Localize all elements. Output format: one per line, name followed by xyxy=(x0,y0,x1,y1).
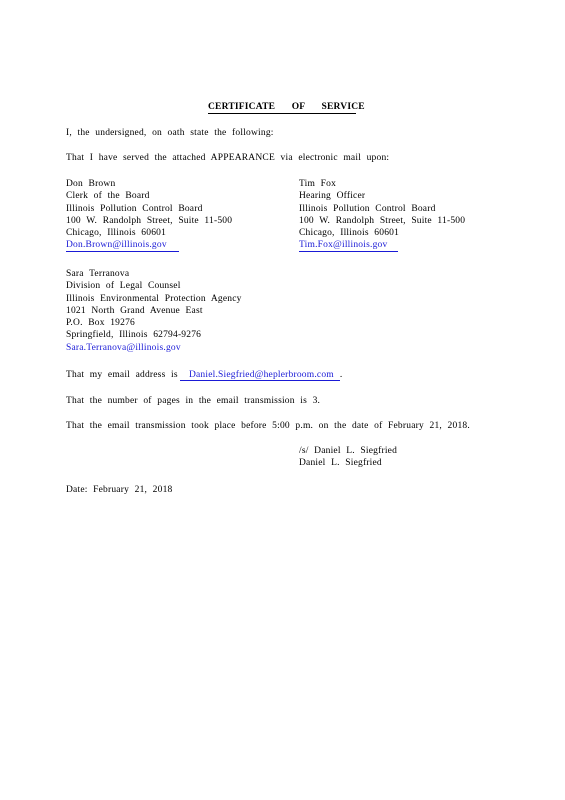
service-statement: That I have served the attached APPEARANCE via electronic mail upon: xyxy=(66,153,390,163)
recipient-city: Chicago, Illinois 60601 xyxy=(66,228,167,239)
recipient-name: Sara Terranova xyxy=(66,269,130,279)
signature-block xyxy=(299,445,397,470)
email-statement-prefix: That my email address is xyxy=(66,370,178,380)
time-statement: That the email transmission took place before 5:00 p.m. on the date of February 21, 2018. xyxy=(66,421,470,431)
document-title: CERTIFICATE OF SERVICE xyxy=(208,102,365,112)
recipient-email-link[interactable]: Sara.Terranova@illinois.gov xyxy=(66,342,181,353)
email-underline xyxy=(299,251,398,252)
recipient-title: Hearing Officer xyxy=(299,191,366,202)
recipient-email-link[interactable]: Tim.Fox@illinois.gov xyxy=(299,240,388,251)
email-underline xyxy=(180,380,340,381)
recipient-title: Clerk of the Board xyxy=(66,191,150,202)
recipient-tim-fox xyxy=(299,178,465,252)
email-statement-suffix: . xyxy=(339,370,343,380)
pages-statement: That the number of pages in the email transmission is 3. xyxy=(66,396,321,406)
recipient-pobox: P.O. Box 19276 xyxy=(66,318,135,329)
recipient-don-brown xyxy=(66,178,232,252)
recipient-address: 100 W. Randolph Street, Suite 11-500 xyxy=(66,215,233,226)
recipient-name: Don Brown xyxy=(66,179,116,189)
date-line: Date: February 21, 2018 xyxy=(66,485,173,495)
sender-email-link[interactable]: Daniel.Siegfried@heplerbroom.com xyxy=(188,370,334,380)
recipient-org: Illinois Environmental Protection Agency xyxy=(66,293,242,304)
electronic-signature: /s/ Daniel L. Siegfried xyxy=(299,446,398,456)
recipient-division: Division of Legal Counsel xyxy=(66,281,181,292)
recipient-city: Chicago, Illinois 60601 xyxy=(299,228,400,239)
recipient-org: Illinois Pollution Control Board xyxy=(66,203,203,214)
recipient-city: Springfield, Illinois 62794-9276 xyxy=(66,330,202,341)
recipient-name: Tim Fox xyxy=(299,179,337,189)
email-underline xyxy=(66,251,179,252)
recipient-org: Illinois Pollution Control Board xyxy=(299,203,436,214)
intro-statement: I, the undersigned, on oath state the following: xyxy=(66,128,274,138)
signatory-name: Daniel L. Siegfried xyxy=(299,458,382,469)
recipient-address: 100 W. Randolph Street, Suite 11-500 xyxy=(299,215,466,226)
recipient-sara-terranova xyxy=(66,268,242,354)
recipient-address: 1021 North Grand Avenue East xyxy=(66,305,203,316)
recipient-email-link[interactable]: Don.Brown@illinois.gov xyxy=(66,240,167,251)
